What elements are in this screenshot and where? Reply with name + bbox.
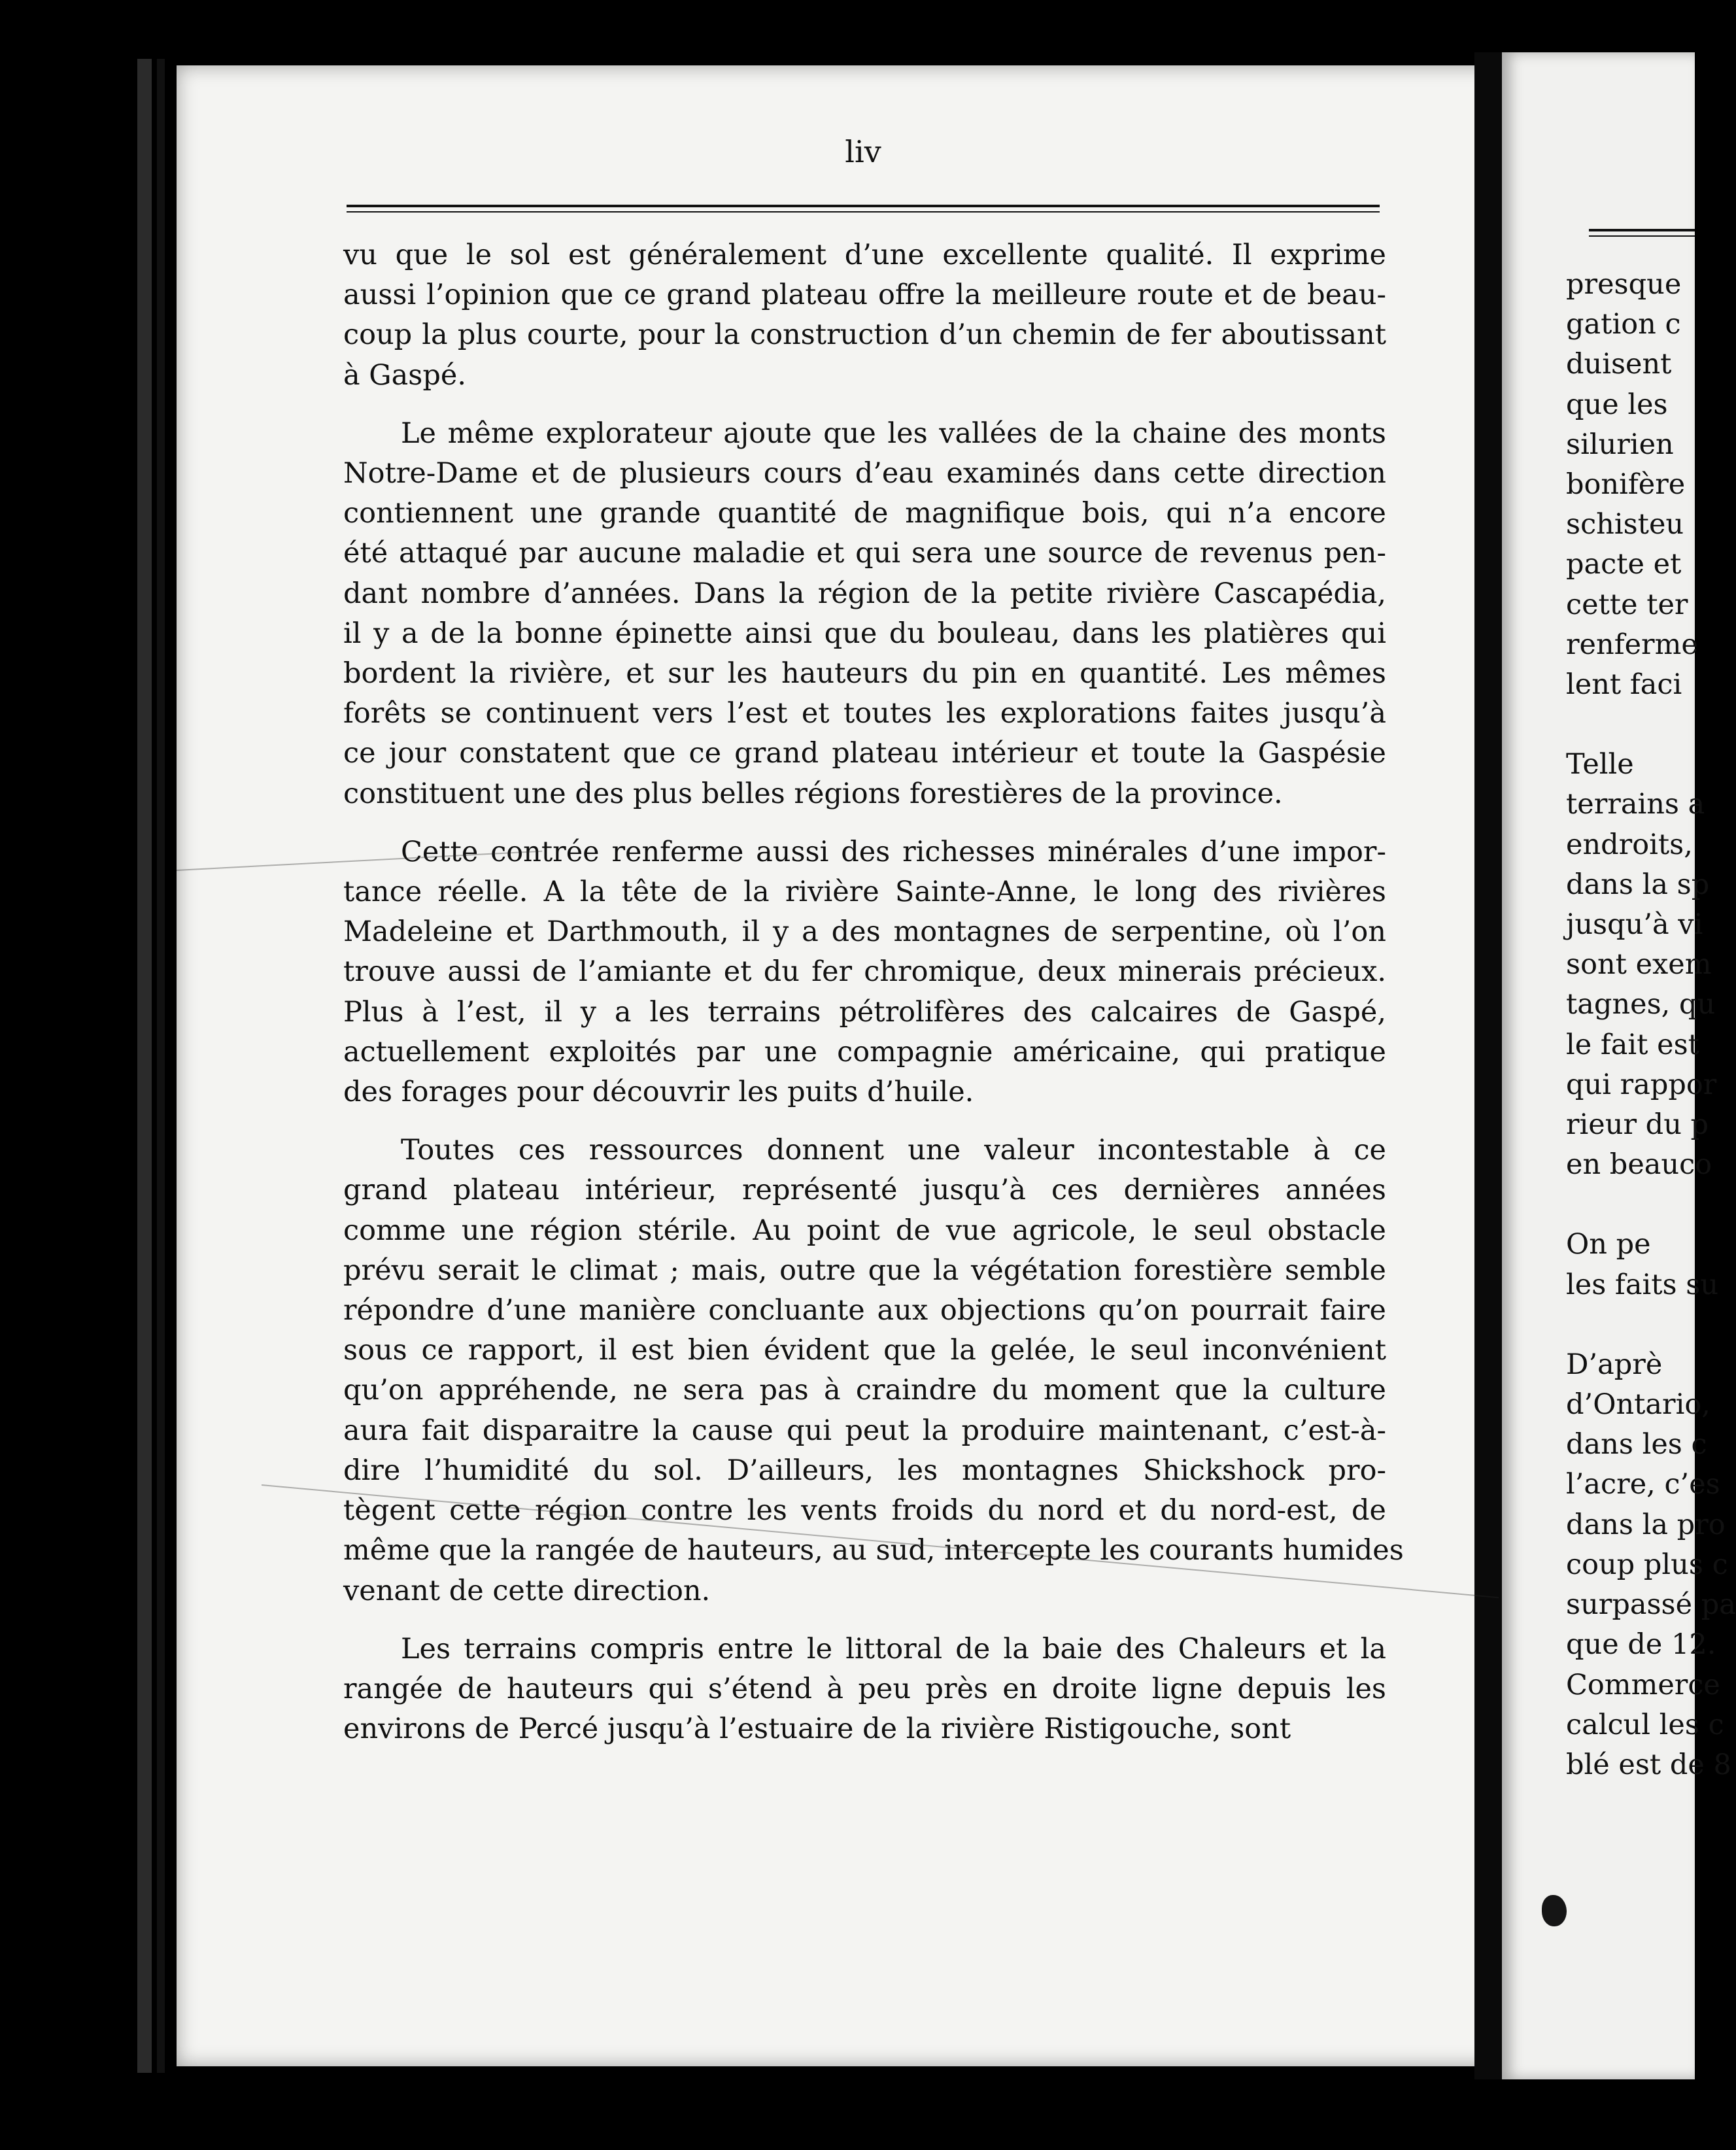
header-rule <box>347 205 1380 213</box>
text-line: Les terrains compris entre le littoral de la baie des Chaleurs et la <box>401 1632 1386 1665</box>
text-line: aussi l’opinion que ce grand plateau offre la meilleure route et de beau- <box>343 279 1386 312</box>
text-fragment: les faits su <box>1566 1268 1719 1301</box>
text-line: aura fait disparaitre la cause qui peut la produire maintenant, c’est-à- <box>343 1414 1386 1447</box>
text-fragment: Commerce <box>1566 1668 1720 1701</box>
text-fragment: le fait est <box>1566 1028 1699 1061</box>
text-line: Madeleine et Darthmouth, il y a des montagnes de serpentine, où l’on <box>343 915 1386 949</box>
text-line: bordent la rivière, et sur les hauteurs du pin en quantité. Les mêmes <box>343 657 1386 691</box>
text-line: il y a de la bonne épinette ainsi que du bouleau, dans les platières qui <box>343 617 1386 650</box>
text-fragment: schisteu <box>1566 508 1684 541</box>
binding-edge <box>137 59 152 2073</box>
text-line: rangée de hauteurs qui s’étend à peu près en droite ligne depuis les <box>343 1672 1386 1705</box>
right-page-text-fragments <box>1566 265 1736 1785</box>
text-line: dire l’humidité du sol. D’ailleurs, les montagnes Shickshock pro- <box>343 1454 1386 1487</box>
text-fragment: cette ter <box>1566 588 1688 621</box>
text-fragment: d’Ontario, <box>1566 1388 1710 1422</box>
text-fragment: Telle <box>1566 748 1634 781</box>
text-line: comme une région stérile. Au point de vue agricole, le seul obstacle <box>343 1214 1386 1247</box>
text-fragment: renferme <box>1566 628 1698 661</box>
ink-blot <box>1542 1895 1567 1926</box>
paragraph-gap <box>1566 705 1695 745</box>
main-text-column <box>343 235 1404 1749</box>
text-fragment: pacte et <box>1566 548 1682 581</box>
text-fragment: que les <box>1566 388 1668 421</box>
text-line: qu’on appréhende, ne sera pas à craindre du moment que la culture <box>343 1374 1386 1407</box>
text-line: grand plateau intérieur, représenté jusqu’à ces dernières années <box>343 1174 1386 1207</box>
text-fragment: dans les c <box>1566 1428 1707 1461</box>
text-line: Toutes ces ressources donnent une valeur incontestable à ce <box>401 1134 1386 1167</box>
text-line: Le même explorateur ajoute que les vallées de la chaine des monts <box>401 417 1386 450</box>
text-fragment: coup plus c <box>1566 1548 1728 1581</box>
text-fragment: dans la pro <box>1566 1508 1726 1541</box>
text-line: sous ce rapport, il est bien évident que la gelée, le seul inconvénient <box>343 1334 1386 1367</box>
paragraph <box>343 832 1386 1112</box>
text-fragment: en beauco <box>1566 1148 1712 1182</box>
text-fragment: calcul les c <box>1566 1708 1724 1741</box>
text-line: Cette contrée renferme aussi des richesses minérales d’une impor- <box>401 835 1386 868</box>
text-line: forêts se continuent vers l’est et toutes les explorations faites jusqu’à <box>343 697 1386 730</box>
paragraph <box>343 1630 1386 1750</box>
text-line: des forages pour découvrir les puits d’huile. <box>343 1076 974 1109</box>
text-line: Notre-Dame et de plusieurs cours d’eau examinés dans cette direction <box>343 457 1386 490</box>
text-fragment: terrains a <box>1566 788 1705 821</box>
text-line: répondre d’une manière concluante aux objections qu’on pourrait faire <box>343 1294 1386 1327</box>
text-line: actuellement exploités par une compagnie américaine, qui pratique <box>343 1035 1386 1068</box>
text-fragment: bonifère <box>1566 468 1686 502</box>
text-fragment: sont exem <box>1566 948 1712 981</box>
page-gutter <box>1474 52 1502 2079</box>
text-fragment: dans la sp <box>1566 868 1710 901</box>
text-fragment: rieur du p <box>1566 1108 1709 1142</box>
text-line: vu que le sol est généralement d’une excellente qualité. Il exprime <box>343 239 1386 271</box>
text-line: contiennent une grande quantité de magnifique bois, qui n’a encore <box>343 497 1386 530</box>
text-line: même que la rangée de hauteurs, au sud, intercepte les courants humides <box>343 1534 1404 1567</box>
text-fragment: presque <box>1566 268 1682 301</box>
text-fragment: qui rappor <box>1566 1068 1717 1101</box>
text-line: venant de cette direction. <box>343 1574 711 1607</box>
text-line: été attaqué par aucune maladie et qui sera une source de revenus pen- <box>343 537 1386 570</box>
text-fragment: blé est de 8 <box>1566 1748 1731 1781</box>
text-fragment: endroits, <box>1566 828 1693 861</box>
right-header-rule <box>1589 229 1695 237</box>
text-line: à Gaspé. <box>343 358 466 392</box>
text-fragment: lent faci <box>1566 668 1682 702</box>
text-line: prévu serait le climat ; mais, outre que la végétation forestière semble <box>343 1254 1386 1287</box>
text-fragment: surpassé pa <box>1566 1588 1736 1622</box>
text-fragment: On pe <box>1566 1228 1651 1261</box>
text-line: dant nombre d’années. Dans la région de la petite rivière Cascapédia, <box>343 577 1386 610</box>
text-line: tance réelle. A la tête de la rivière Sainte-Anne, le long des rivières <box>343 876 1386 909</box>
text-line: trouve aussi de l’amiante et du fer chromique, deux minerais précieux. <box>343 955 1386 989</box>
text-fragment: duisent <box>1566 348 1672 381</box>
text-fragment: l’acre, c’es <box>1566 1468 1720 1501</box>
paragraph-gap <box>1566 1185 1695 1225</box>
text-line: tègent cette région contre les vents froids du nord et du nord-est, de <box>343 1494 1386 1527</box>
paragraph <box>343 235 1386 396</box>
paragraph <box>343 414 1386 814</box>
paragraph-gap <box>1566 1305 1695 1345</box>
text-line: ce jour constatent que ce grand plateau intérieur et toute la Gaspésie <box>343 737 1386 770</box>
text-fragment: jusqu’à vi <box>1566 908 1703 942</box>
binding-edge-inner <box>157 59 165 2073</box>
page-number: liv <box>845 134 881 169</box>
text-fragment: tagnes, qu <box>1566 988 1716 1021</box>
text-line: Plus à l’est, il y a les terrains pétrolifères des calcaires de Gaspé, <box>343 995 1386 1029</box>
text-fragment: silurien <box>1566 428 1674 461</box>
text-fragment: que de 12. <box>1566 1628 1716 1662</box>
text-fragment: gation c <box>1566 308 1681 341</box>
text-line: environs de Percé jusqu’à l’estuaire de la rivière Ristigouche, sont <box>343 1713 1291 1746</box>
text-line: constituent une des plus belles régions forestières de la province. <box>343 777 1283 810</box>
text-line: coup la plus courte, pour la construction d’un chemin de fer aboutissant <box>343 318 1386 352</box>
text-fragment: D’aprè <box>1566 1348 1663 1381</box>
